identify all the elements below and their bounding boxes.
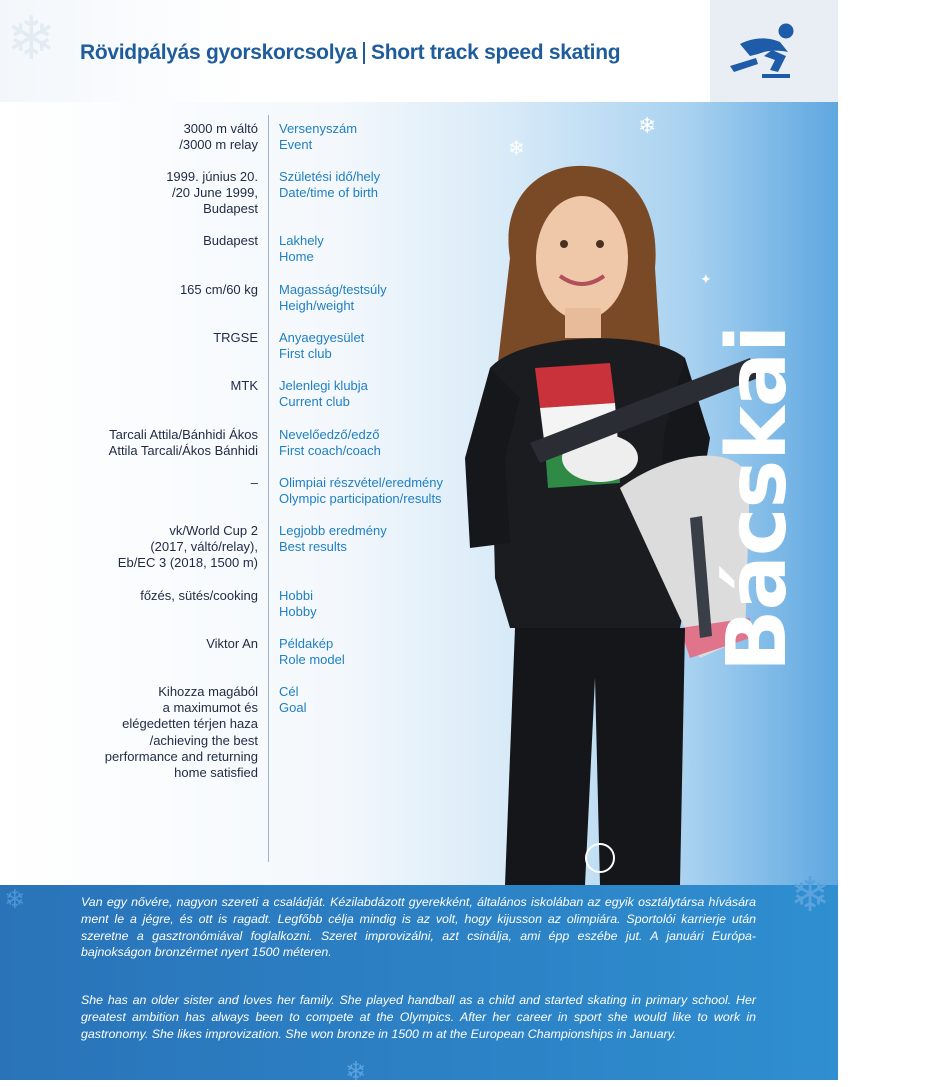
fact-label: Nevelőedző/edző First coach/coach [279, 427, 381, 459]
fact-value: MTK [230, 378, 258, 393]
fact-value: TRGSE [213, 330, 258, 345]
fact-label: Példakép Role model [279, 636, 345, 668]
fact-label: Anyaegyesület First club [279, 330, 365, 362]
fact-label: Lakhely Home [279, 233, 324, 265]
fact-label: Versenyszám Event [279, 121, 358, 153]
athlete-name: Bácskai Sára [710, 325, 931, 672]
column-divider [268, 115, 269, 862]
snowflake-icon: ❄ [638, 114, 657, 139]
title-separator [363, 42, 365, 64]
fact-value: Tarcali Attila/Bánhidi Ákos Attila Tarcali/Ákos Bánhidi [108, 427, 258, 459]
bio-hungarian: Van egy nővére, nagyon szereti a családját. Kézilabdázott gyerekként, általános iskolában az egyik osztálytársa hívására ment le a jégre, és ott is ragadt. Legfőbb célja mindig is az volt, hogy kijusson az olimpiára. Sportolói karrierje után szeretne a gasztronómiával foglalkozni. Szeret improvizálni, azt csinálja, ami épp eszébe jut. A januári Európa-bajnokságon bronzérmet nyert 1500 méteren. [81, 895, 756, 960]
fact-value: Viktor An [206, 636, 258, 651]
fact-value: 3000 m váltó /3000 m relay [179, 121, 258, 153]
snowflake-icon: ❄ [345, 1057, 367, 1087]
sport-logo [710, 0, 838, 102]
snowflake-icon: ❄ [6, 4, 57, 74]
snowflake-icon: ❄ [790, 867, 831, 923]
snowflake-icon: ❄ [4, 885, 26, 915]
fact-label: Legjobb eredmény Best results [279, 523, 387, 555]
snowflake-icon: ✦ [700, 272, 712, 288]
title-hungarian: Rövidpályás gyorskorcsolya [80, 41, 357, 64]
fact-label: Születési idő/hely Date/time of birth [279, 169, 381, 201]
bio-english: She has an older sister and loves her family. She played handball as a child and started skating in primary school. Her greatest ambition has always been to compete at the Olympics. After her career in sport she would like to work in gastronomy. She likes improvization. She won bronze in 1500 m at the European Championships in January. [81, 993, 756, 1041]
fact-label: Magasság/testsúly Heigh/weight [279, 282, 387, 314]
bio-section [0, 867, 838, 1087]
title-english: Short track speed skating [371, 41, 621, 64]
snowflake-icon: ❄ [508, 136, 525, 160]
fact-value: főzés, sütés/cooking [140, 588, 258, 603]
fact-value: – [250, 475, 258, 490]
fact-label: Olimpiai részvétel/eredmény Olympic participation/results [279, 475, 444, 507]
fact-label: Cél Goal [279, 684, 307, 716]
fact-value: 1999. június 20. /20 June 1999, Budapest [166, 169, 258, 217]
speed-skater-icon [728, 22, 812, 82]
fact-label: Hobbi Hobby [279, 588, 317, 620]
fact-value: vk/World Cup 2 (2017, váltó/relay), Eb/EC 3 (2018, 1500 m) [117, 523, 258, 571]
fact-label: Jelenlegi klubja Current club [279, 378, 368, 410]
fact-value: Kihozza magából a maximumot és elégedetten térjen haza /achieving the best performance and returning home satisfied [104, 684, 258, 781]
fact-value: 165 cm/60 kg [179, 282, 258, 297]
fact-value: Budapest [203, 233, 258, 248]
page-title [80, 38, 620, 68]
header [0, 0, 838, 102]
